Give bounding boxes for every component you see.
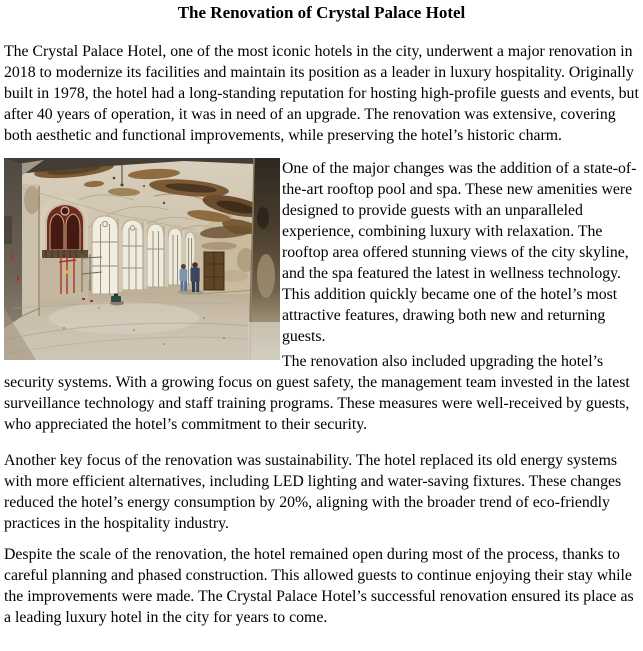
paragraph-rooftop: One of the major changes was the addition of a state-of-the-art rooftop pool and spa. These new amenities were designed to provide guests with an unparalleled experience, combining luxury with relaxation. The rooftop area offered stunning views of the city skyline, and the spa featured the latest in wellness technology. This addition quickly became one of the hotel’s most attractive features, drawing both new and returning guests.: [282, 160, 637, 345]
paragraph-intro: The Crystal Palace Hotel, one of the most iconic hotels in the city, underwent a major renovation in 2018 to modernize its facilities and maintain its position as a leader in luxury hospitality. Originally built in 1978, the hotel had a long-standing reputation for hosting high-profile guests and events, but after 40 years of operation, it was in need of an upgrade. The renovation was extensive, covering both aesthetic and functional improvements, while preserving the hotel’s historic charm.: [4, 43, 639, 144]
paragraph-sustainability: Another key focus of the renovation was sustainability. The hotel replaced its old energy systems with more efficient alternatives, including LED lighting and water-saving fixtures. These changes reduced the hotel’s energy consumption by 20%, aligning with the broader trend of eco-friendly practices in the hospitality industry.: [4, 452, 622, 532]
page-title: The Renovation of Crystal Palace Hotel: [177, 3, 466, 22]
paragraph-security: The renovation also included upgrading the hotel’s security systems. With a growing focus on guest safety, the management team invested in the latest surveillance technology and staff training programs. These measures were well-received by guests, who appreciated the hotel’s commitment to their security.: [4, 353, 630, 433]
paragraph-conclusion: Despite the scale of the renovation, the hotel remained open during most of the process, thanks to careful planning and phased construction. This allowed guests to continue enjoying their stay while the improvements were made. The Crystal Palace Hotel’s successful renovation ensured its place as a leading luxury hotel in the city for years to come.: [4, 546, 634, 626]
ballroom-photo-illustration: [4, 158, 280, 360]
renovation-photo: [4, 158, 280, 360]
